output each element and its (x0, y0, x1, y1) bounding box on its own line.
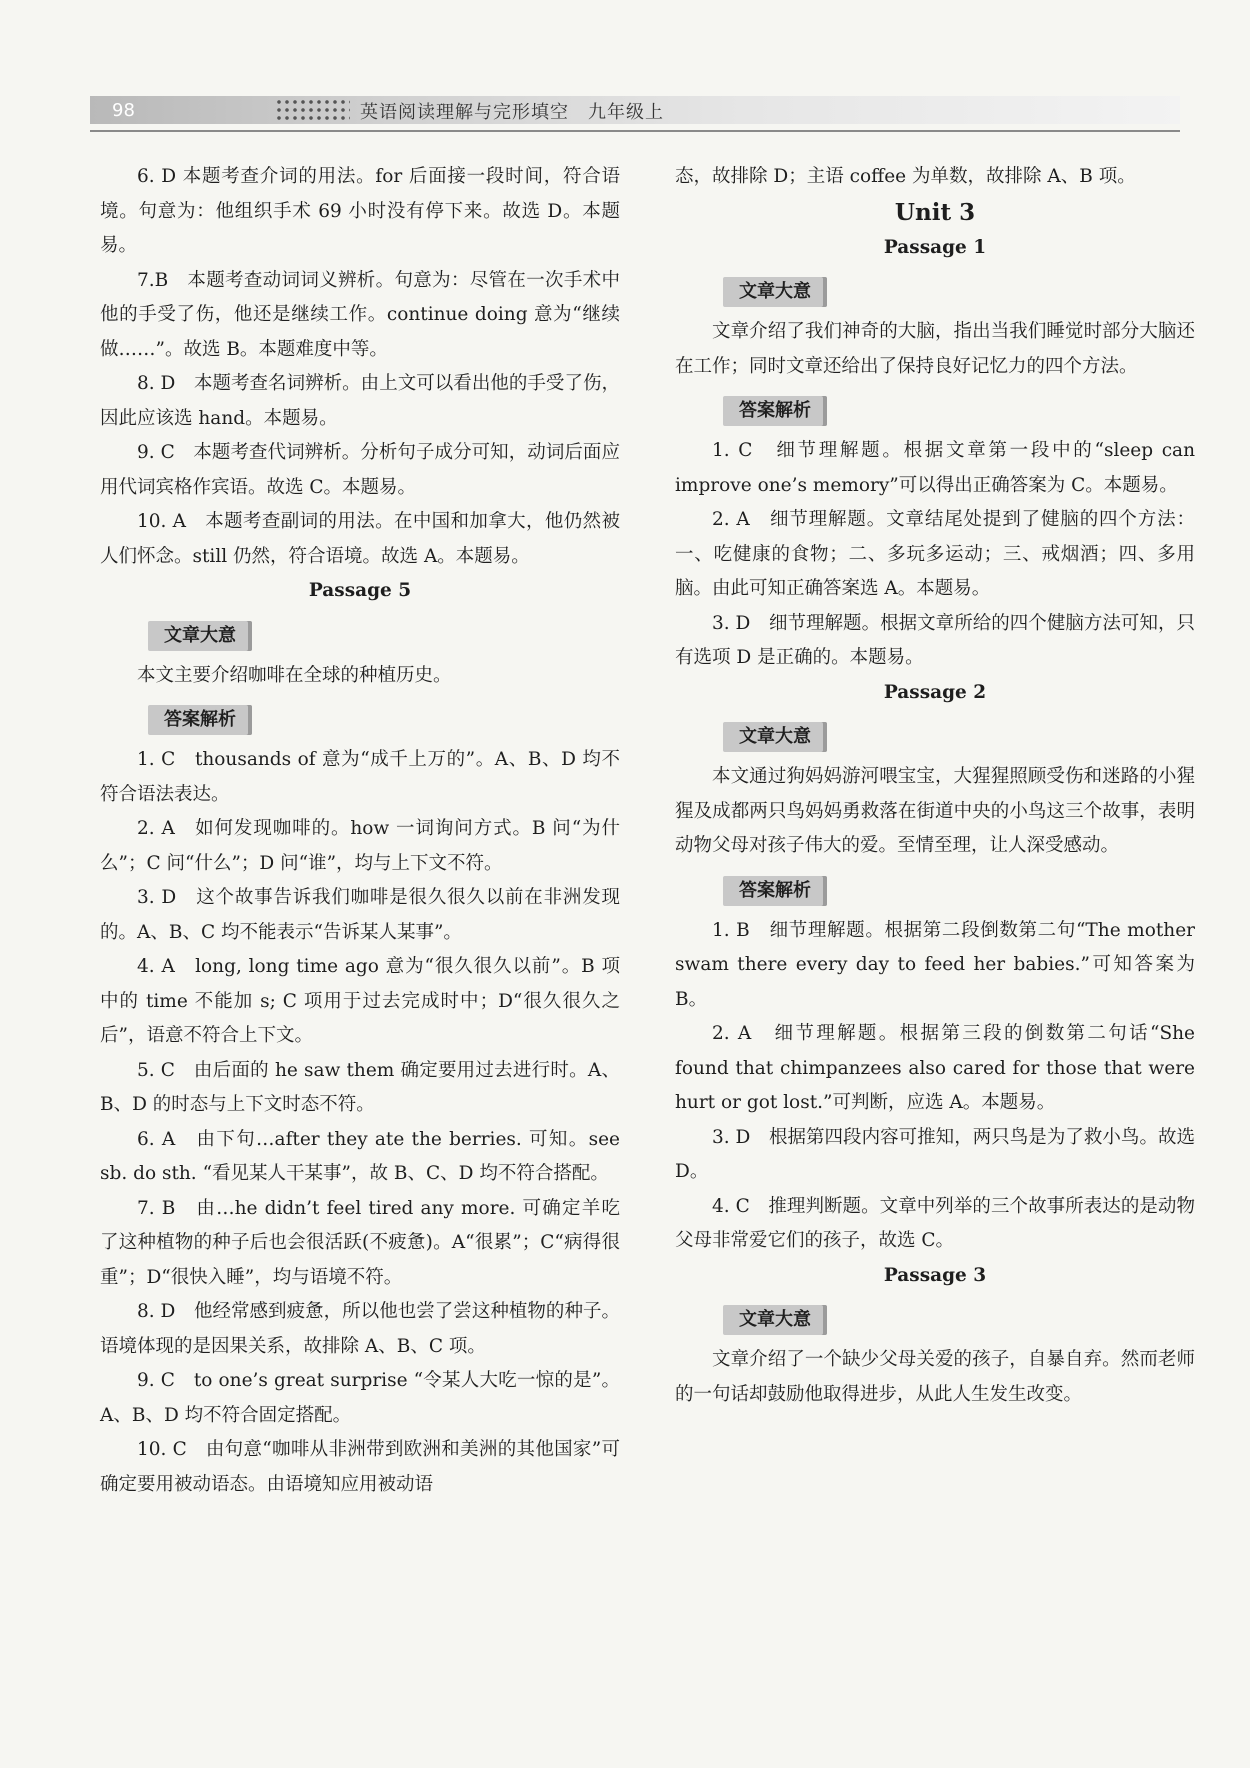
answers-label: 答案解析 (148, 705, 252, 735)
p1-summary-label: 文章大意 (723, 277, 827, 307)
p2-answer-3: 3. D 根据第四段内容可推知，两只鸟是为了救小鸟。故选 D。 (675, 1126, 1195, 1182)
p1-answer-3: 3. D 细节理解题。根据文章所给的四个健脑方法可知，只有选项 D 是正确的。本题易。 (675, 612, 1195, 668)
p2-summary-label: 文章大意 (723, 722, 827, 752)
passage-3-title: Passage 3 (883, 1264, 987, 1286)
passage-5-title: Passage 5 (308, 580, 412, 601)
p5-answer-10: 10. C 由句意“咖啡从非洲带到欧洲和美洲的其他国家”可确定要用被动语态。由语境知应用被动语 (100, 1439, 620, 1495)
passage-5-summary: 本文主要介绍咖啡在全球的种植历史。 (137, 664, 452, 686)
p5-answer-6: 6. A 由下句…after they ate the berries. 可知。see sb. do sth. “看见某人干某事”，故 B、C、D 均不符合搭配。 (100, 1128, 620, 1184)
answer-7: 7.B 本题考查动词词义辨析。句意为：尽管在一次手术中他的手受了伤，他还是继续工作。continue doing 意为“继续做……”。故选 B。本题难度中等。 (100, 269, 620, 360)
header-dots-decoration (275, 98, 350, 122)
p5-answer-2: 2. A 如何发现咖啡的。how 一词询问方式。B 问“为什么”；C 问“什么”；D 问“谁”，均与上下文不符。 (100, 818, 620, 874)
page-number: 98 (112, 100, 135, 121)
header-rule (90, 130, 1180, 132)
answer-10: 10. A 本题考查副词的用法。在中国和加拿大，他仍然被人们怀念。still 仍然，符合语境。故选 A。本题易。 (100, 511, 620, 567)
p5-answer-1: 1. C thousands of 意为“成千上万的”。A、B、D 均不符合语法表达。 (100, 749, 620, 805)
summary-label: 文章大意 (148, 621, 252, 651)
passage-2-title: Passage 2 (883, 681, 987, 703)
unit-title: Unit 3 (894, 198, 976, 226)
p5-answer-5: 5. C 由后面的 he saw them 确定要用过去进行时。A、B、D 的时态与上下文时态不符。 (100, 1059, 620, 1115)
p3-summary-label: 文章大意 (723, 1305, 827, 1335)
p2-answer-4: 4. C 推理判断题。文章中列举的三个故事所表达的是动物父母非常爱它们的孩子，故选 C。 (675, 1195, 1195, 1251)
answer-6: 6. D 本题考查介词的用法。for 后面接一段时间，符合语境。句意为：他组织手术 69 小时没有停下来。故选 D。本题易。 (100, 166, 620, 256)
p5-answer-9: 9. C to one’s great surprise “令某人大吃一惊的是”。A、B、D 均不符合固定搭配。 (100, 1370, 620, 1426)
passage-2-summary: 本文通过狗妈妈游河喂宝宝，大猩猩照顾受伤和迷路的小猩猩及成都两只鸟妈妈勇救落在街道中央的小鸟这三个故事，表明动物父母对孩子伟大的爱。至情至理，让人深受感动。 (675, 766, 1195, 856)
p5-answer-7: 7. B 由…he didn’t feel tired any more. 可确定羊吃了这种植物的种子后也会很活跃(不疲惫)。A“很累”；C“病得很重”；D“很快入睡”，均与语境不符。 (100, 1197, 620, 1288)
p5-answer-4: 4. A long, long time ago 意为“很久很久以前”。B 项中的 time 不能加 s; C 项用于过去完成时中；D“很久很久之后”，语意不符合上下文。 (100, 956, 620, 1046)
answer-9: 9. C 本题考查代词辨析。分析句子成分可知，动词后面应用代词宾格作宾语。故选 C。本题易。 (100, 442, 620, 498)
passage-1-title: Passage 1 (883, 236, 987, 258)
p2-answer-1: 1. B 细节理解题。根据第二段倒数第二句“The mother swam there every day to feed her babies.”可知答案为 B。 (675, 919, 1195, 1010)
p1-answers-label: 答案解析 (723, 396, 827, 426)
right-column (675, 160, 1195, 1412)
p5-answer-8: 8. D 他经常感到疲惫，所以他也尝了尝这种植物的种子。语境体现的是因果关系，故排除 A、B、C 项。 (100, 1301, 620, 1357)
passage-1-summary: 文章介绍了我们神奇的大脑，指出当我们睡觉时部分大脑还在工作；同时文章还给出了保持良好记忆力的四个方法。 (675, 321, 1195, 377)
p1-answer-2: 2. A 细节理解题。文章结尾处提到了健脑的四个方法：一、吃健康的食物；二、多玩多运动；三、戒烟酒；四、多用脑。由此可知正确答案选 A。本题易。 (675, 509, 1195, 599)
continued-text: 态，故排除 D；主语 coffee 为单数，故排除 A、B 项。 (675, 166, 1136, 187)
answer-8: 8. D 本题考查名词辨析。由上文可以看出他的手受了伤，因此应该选 hand。本题易。 (100, 373, 620, 429)
p1-answer-1: 1. C 细节理解题。根据文章第一段中的“sleep can improve one’s memory”可以得出正确答案为 C。本题易。 (675, 440, 1195, 496)
book-title: 英语阅读理解与完形填空 九年级上 (360, 102, 664, 123)
left-column (100, 160, 620, 1502)
p2-answers-label: 答案解析 (723, 876, 827, 906)
p2-answer-2: 2. A 细节理解题。根据第三段的倒数第二句话“She found that chimpanzees also cared for those that were hurt or got lost.”可判断，应选 A。本题易。 (675, 1023, 1195, 1113)
passage-3-summary: 文章介绍了一个缺少父母关爱的孩子，自暴自弃。然而老师的一句话却鼓励他取得进步，从此人生发生改变。 (675, 1349, 1195, 1405)
page-header (90, 90, 1180, 132)
p5-answer-3: 3. D 这个故事告诉我们咖啡是很久很久以前在非洲发现的。A、B、C 均不能表示“告诉某人某事”。 (100, 887, 620, 943)
